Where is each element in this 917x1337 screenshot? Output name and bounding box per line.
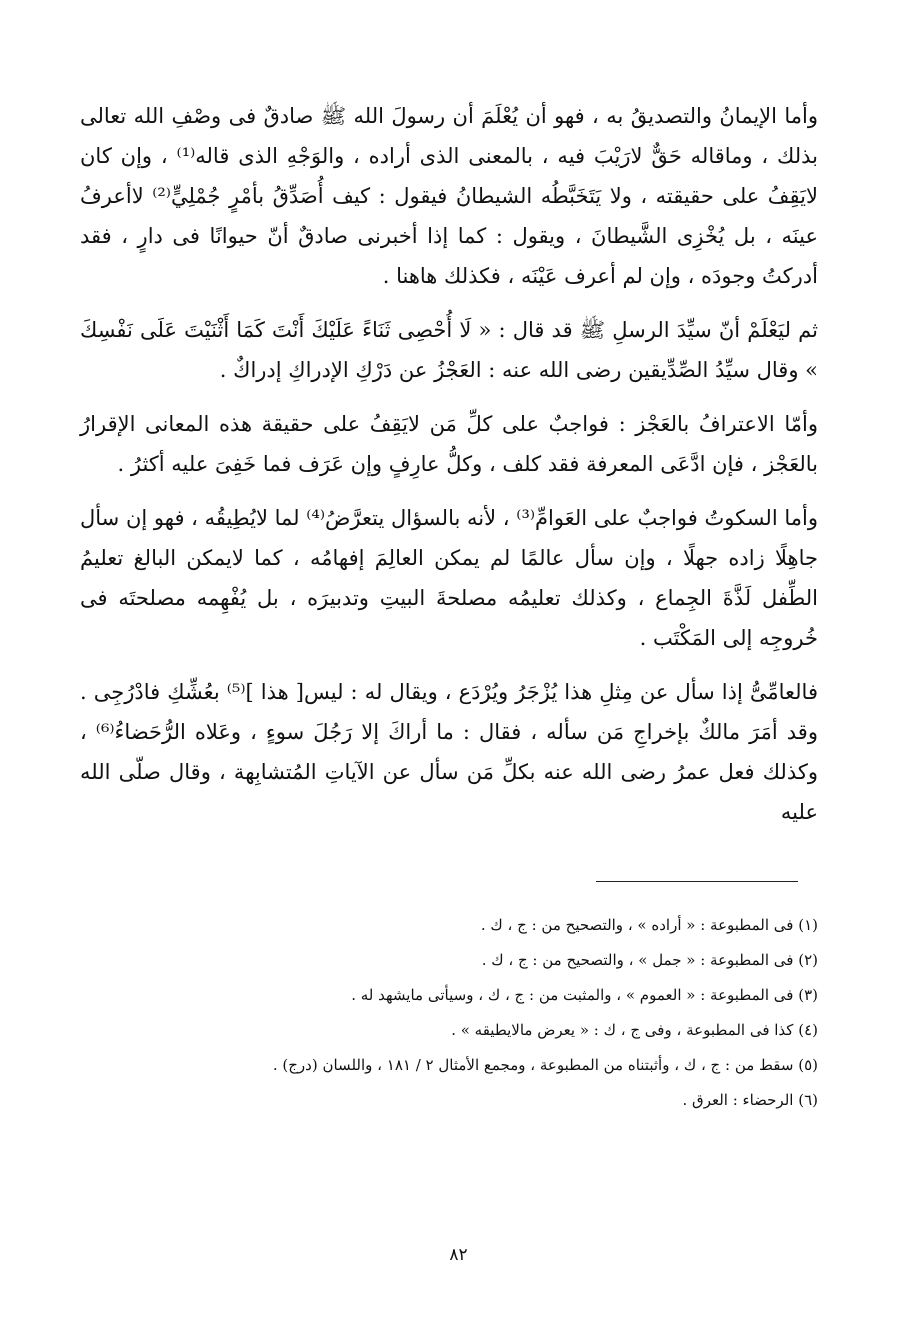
footnote-item: (٥) سقط من : ج ، ك ، وأثبتناه من المطبوعة ، ومجمع الأمثال ٢ / ١٨١ ، واللسان (درج) . <box>272 1056 818 1074</box>
page-number: ٨٢ <box>449 1245 468 1265</box>
paragraph-sukut: وأما السكوتُ فواجبٌ على العَوامِّ⁽³⁾ ، لأنه بالسؤال يتعرَّضُ⁽⁴⁾ لما لايُطِيقُه ، فهو إن سأل جاهِلًا زاده جهلًا ، وإن سأل عالمًا لم يمكن العالِمَ إفهامُه ، كما لايمكن البالغ تعليمُ الطِّفل لَذَّةَ الجِماع ، وكذلك تعليمُه مصلحةَ البيتِ وتدبيرَه ، بل يُفْهِمه مصلحتَه فى خُروجِه إلى المَكْتَب . <box>80 506 818 650</box>
paragraph-itiraf: وأمّا الاعترافُ بالعَجْز : فواجبٌ على كلِّ مَن لايَقِفُ على حقيقة هذه المعانى الإقرارُ بالعَجْز ، فإن ادَّعَى المعرفة فقد كلف ، وكلُّ عارِفٍ وإن عَرَف فما خَفِىَ عليه أكثرُ . <box>80 412 818 476</box>
footnote-divider <box>596 881 798 882</box>
footnotes-list <box>80 908 818 1118</box>
paragraph-ammi: فالعامِّىُّ إذا سأل عن مِثلِ هذا يُزْجَرُ ويُرْدَع ، ويقال له : ليس[ هذا ]⁽⁵⁾ بعُشِّكِ فادْرُجِى . وقد أمَرَ مالكٌ بإخراجِ مَن سأله ، فقال : ما أراكَ إلا رَجُلَ سوءٍ ، وعَلاه الرُّحَضاءُ⁽⁶⁾ ، وكذلك فعل عمرُ رضى الله عنه بكلِّ مَن سأل عن الآياتِ المُتشابِهة ، وقال صلّى الله عليه <box>80 680 818 824</box>
footnote-item: (٢) فى المطبوعة : « جمل » ، والتصحيح من : ج ، ك . <box>481 951 818 969</box>
main-text <box>80 96 818 846</box>
footnote-item: (١) فى المطبوعة : « أراده » ، والتصحيح من : ج ، ك . <box>480 916 818 934</box>
footnote-item: (٦) الرحضاء : العرق . <box>682 1091 818 1109</box>
paragraph-hadith: ثم ليَعْلَمْ أنّ سيِّدَ الرسلِ ﷺ قد قال : « لَا أُحْصِى ثَنَاءً عَلَيْكَ أَنْتَ كَمَا أَثْنَيْتَ عَلَى نَفْسِكَ » وقال سيِّدُ الصِّدِّيقين رضى الله عنه : العَجْزُ عن دَرْكِ الإدراكِ إدراكٌ . <box>80 318 818 382</box>
footnote-item: (٣) فى المطبوعة : « العموم » ، والمثبت من : ج ، ك ، وسيأتى مايشهد له . <box>351 986 818 1004</box>
paragraph-iman: وأما الإيمانُ والتصديقُ به ، فهو أن يُعْلَمَ أن رسولَ الله ﷺ صادقٌ فى وصْفِ الله تعالى بذلك ، وماقاله حَقٌّ لارَيْبَ فيه ، بالمعنى الذى أراده ، والوَجْهِ الذى قاله⁽¹⁾ ، وإن كان لايَقِفُ على حقيقته ، ولا يَتَخَبَّطُه الشيطانُ فيقول : كيف أُصَدِّقُ بأمْرٍ جُمْلِيٍّ⁽²⁾ لاأعرفُ عينَه ، بل يُخْزِى الشَّيطانَ ، ويقول : كما إذا أخبرنى صادقٌ أنّ حيوانًا فى دارٍ ، فقد أدركتُ وجودَه ، وإن لم أعرف عَيْنَه ، فكذلك هاهنا . <box>80 104 818 288</box>
footnote-item: (٤) كذا فى المطبوعة ، وفى ج ، ك : « يعرض مالايطيقه » . <box>451 1021 818 1039</box>
